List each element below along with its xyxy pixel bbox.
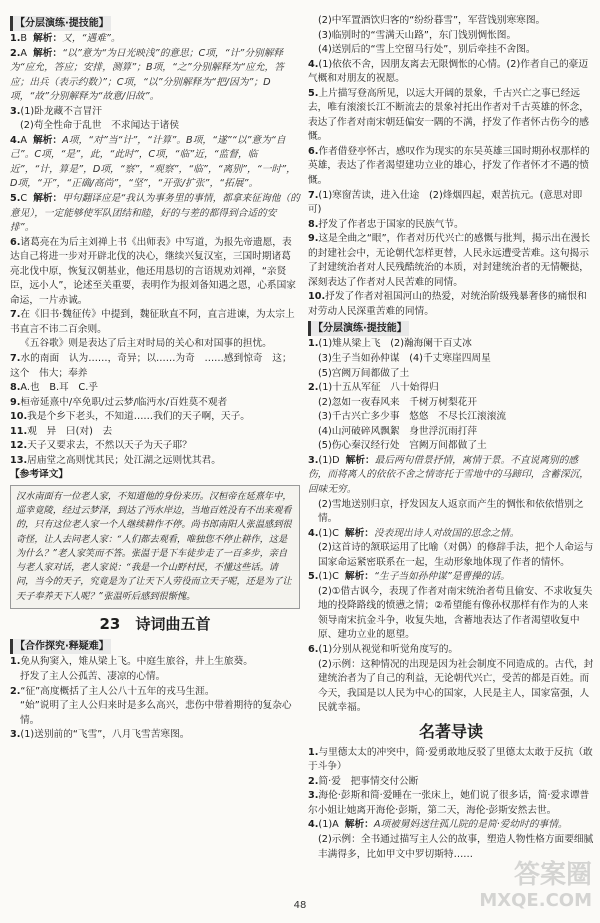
answer-number: 9.	[10, 396, 21, 408]
answer-text: 诸葛亮在为后主刘禅上书《出师表》中写道，为报先帝遗愿，表达自己将进一步对开辟北伐的决心，继续兴复汉室，三国时期诸葛亮北伐中原，恢复汉朝基业，他还用恳切的言语规劝刘禅，“亲贤臣，远小人”，论述至关重要，表明作为报刘备知遇之恩，心系国家命运，一片赤诚。	[10, 236, 296, 306]
answer-item	[308, 425, 594, 440]
answer-text: (2)这首诗的颔联运用了比喻（对偶）的修辞手法，把个人命运与国家命运紧密联系在一起，生动形象地体现了作者的情怀。	[318, 542, 594, 568]
answer-item	[308, 396, 594, 411]
analysis-label: 解析：	[33, 33, 63, 44]
answer-item	[308, 232, 594, 290]
translation-label: 【参考译文】	[10, 469, 69, 481]
analysis-text: 又，“遇难”。	[62, 33, 121, 44]
answer-item	[308, 775, 594, 790]
answer-item	[308, 218, 594, 233]
answer-text: (2)示例：全书通过描写主人公的故事，塑造人物性格方面要细腻丰满得多，比如甲文中罗切斯特……	[318, 833, 594, 860]
answer-number: 9.	[308, 233, 319, 245]
lesson-title	[10, 613, 300, 636]
answer-number: 7.	[10, 353, 21, 365]
answer-number: 6.	[308, 643, 319, 655]
answer-text: 上片描写登高所见，以远大开阔的景象，千古兴亡之事已经远去，唯有滚滚长江不断流去的景象衬托出作者对千古英雄的怀念，表达了作者对南宋朝廷偏安一隅的不满，抒发了作者怀古伤今的感慨。	[308, 87, 589, 143]
answer-number: 10.	[308, 291, 326, 303]
answer-number: 3.	[308, 790, 319, 802]
page-number: 48	[293, 900, 307, 911]
answer-text: 简·爱 把事情交付公断	[318, 775, 419, 787]
answer-item	[10, 396, 300, 411]
answer-text: (2)雪地送别归京，抒发因友人返京而产生的惆怅和依依惜别之情。	[318, 498, 584, 525]
answer-text: (1)C	[318, 527, 339, 539]
answer-number: 4.	[308, 527, 319, 539]
answer-list-left-2	[10, 655, 300, 742]
answer-item	[308, 498, 594, 527]
answer-text: 免从狗窦入，雉从梁上飞。中庭生旅谷，井上生旅葵。	[20, 656, 253, 668]
answer-item	[308, 410, 594, 425]
answer-list-right-3	[308, 746, 594, 862]
section-header-left-2: 【合作探究·释疑难】	[10, 639, 111, 654]
answer-item	[308, 570, 594, 585]
book-guide-title: 名著导读	[418, 721, 483, 741]
analysis-label: 解析：	[344, 527, 374, 539]
answer-item	[10, 410, 300, 425]
answer-number: 13.	[10, 454, 28, 466]
answer-item	[308, 818, 594, 833]
answer-text: 《五谷歌》则是表达了后主对时局的关心和对国事的担忧。	[20, 338, 272, 350]
answer-item	[308, 541, 594, 570]
answer-text: A.也 B.耳 C.乎	[20, 382, 98, 394]
analysis-label: 解析：	[33, 193, 63, 205]
answer-item	[10, 337, 300, 352]
answer-text: (2)忽如一夜春风来 千树万树梨花开	[318, 396, 478, 408]
answer-text: 抒发了作者对祖国河山的热爱，对统治阶级残暴奢侈的痛恨和对劳动人民深重苦难的同情。	[308, 291, 587, 317]
answer-item	[10, 105, 300, 120]
answer-number: 6.	[308, 145, 319, 157]
section-header-right: 【分层演练·提技能】	[308, 321, 409, 336]
section-header-left: 【分层演练·提技能】	[10, 16, 111, 31]
answer-item	[10, 32, 300, 47]
answer-text: (1)D	[318, 454, 340, 466]
answer-number: 7.	[10, 309, 21, 321]
answer-number: 5.	[308, 87, 319, 99]
answer-text: 作者借登亭怀古，感叹作为现实的东吴英雄三国时期孙权那样的英雄，表达了作者渴望建功立业的雄心，抒发了作者怀才不遇的愤慨。	[308, 145, 590, 187]
analysis-text: A项被舅妈送往孤儿院的是简·爱幼时的事情。	[373, 819, 568, 831]
analysis-text: 最后两句借景抒情，寓情于景。不直说离别的感伤，而将离人的依依不舍之情寄托于雪地中的马蹄印，含蓄深沉，回味无穷。	[308, 454, 589, 495]
answer-text: (1)C	[318, 571, 339, 583]
answer-item	[308, 643, 594, 658]
answer-number: 1.	[308, 746, 319, 758]
watermark-text-en: MXQE.COM	[479, 890, 592, 911]
answer-number: 2.	[308, 382, 319, 394]
answer-number: 2.	[308, 775, 319, 787]
answer-text: 居庙堂之高则忧其民；处江湖之远则忧其君。	[27, 454, 221, 466]
answer-item	[10, 655, 300, 670]
answer-item	[308, 189, 594, 218]
answer-number: 1.	[308, 338, 319, 350]
analysis-label: 解析：	[33, 47, 63, 59]
answer-item	[10, 670, 300, 685]
answer-number: 3.	[10, 105, 21, 117]
answer-text: C	[20, 193, 28, 205]
answer-list-right-2	[308, 337, 594, 715]
answer-text: (4)山河破碎风飘絮 身世浮沉雨打萍	[318, 425, 478, 437]
left-column	[10, 14, 300, 743]
answer-text: 天子又要求去，不然以天子为天子耶？	[27, 440, 192, 452]
answer-text: 在《旧书·魏征传》中提到，魏征耿直不阿，直言进谏，为太宗上书直言不讳二百余则。	[10, 309, 295, 335]
answer-text: B	[20, 33, 28, 44]
answer-number: 4.	[308, 819, 319, 831]
answer-number: 2.	[10, 685, 21, 697]
answer-text: (2)示例：这种情况的出现是因为社会制度不同造成的。古代，封建统治者为了自己的利益，无论朝代兴亡，受苦的都是百姓。而今天，我国是以人民为中心的国家，人民是主人，国家富强，人民就幸福。	[318, 658, 594, 714]
analysis-label: 解析：	[344, 571, 374, 583]
answer-text: A	[20, 134, 28, 146]
lesson-number: 23	[99, 614, 121, 633]
answer-number: 10.	[10, 411, 28, 423]
answer-item	[308, 87, 594, 145]
answer-number: 1.	[10, 656, 21, 668]
analysis-label: 解析：	[33, 134, 63, 146]
answer-number: 7.	[308, 189, 319, 201]
analysis-text: “生子当如孙仲谋”是曹操的话。	[373, 571, 510, 583]
answer-item	[308, 789, 594, 818]
answer-text: (1)十五从军征 八十始得归	[318, 382, 439, 394]
answer-text: (3)千古兴亡多少事 悠悠 不尽长江滚滚流	[318, 411, 507, 423]
answer-text: (1)依依不舍，因朋友离去无限惆怅的心情。(2)作者自己的豪迈气概和对朋友的祝愿。	[308, 58, 589, 85]
answer-text: 桓帝延熹中/卒免职/过云梦/临沔水/百姓莫不观者	[20, 396, 228, 408]
answer-item	[308, 43, 594, 58]
answer-number: 4.	[308, 58, 319, 70]
answer-item	[10, 308, 300, 337]
answer-item	[308, 454, 594, 498]
answer-text: (1)A	[318, 819, 339, 831]
answer-text: (1)分别从视觉和听觉角度写的。	[318, 643, 459, 655]
answer-number: 1.	[10, 33, 21, 44]
answer-text: 我是个乡下老头，不知道……我们的天子啊，天子。	[27, 411, 250, 423]
answer-number: 12.	[10, 440, 28, 452]
answer-text: (3)生子当如孙仲谋 (4)千丈寒崖四周星	[318, 353, 491, 365]
answer-item	[308, 337, 594, 352]
answer-number: 4.	[10, 134, 21, 146]
answer-item	[10, 699, 300, 728]
answer-number: 3.	[10, 729, 21, 741]
analysis-label: 解析：	[345, 454, 375, 466]
answer-item	[10, 381, 300, 396]
answer-item	[308, 145, 594, 189]
translation-box: 汉水南面有一位老人家，不知道他的身份来历。汉桓帝在延熹年中，巡幸竟陵，经过云梦泽，到达了沔水岸边，当地百姓没有不出来观看的，只有这位老人家一个人继续耕作不停。尚书郎南阳人张温感到很奇怪，让人去问老人家：“人们都去观看，唯独您不停止耕作，这是为什么？”老人家笑而不答。张温于是下车徒步走了一百多步，亲自与老人家对话，老人家说：“我是一个山野村民，不懂这些话。请问，当今的天子，究竟是为了让天下人劳役而立天子呢，还是为了让天子奉养天下人呢？”张温听后感到很惭愧。	[10, 485, 300, 609]
answer-item	[308, 746, 594, 775]
answer-list-left	[10, 32, 300, 468]
answer-item	[308, 352, 594, 367]
answer-text: (1)寒窗苦读，进入仕途 (2)烽烟四起，艰苦抗元。(意思对即可)	[308, 189, 583, 216]
answer-text: (2)苟全性命于乱世 不求闻达于诸侯	[20, 120, 180, 132]
answer-list-right	[308, 14, 594, 319]
right-column	[308, 14, 594, 862]
answer-item	[10, 119, 300, 134]
answer-item	[10, 192, 300, 236]
analysis-text: 甲句翻译应是“我认为事务里的事情，都拿来征询他（的意见），一定能够使军队团结和睦，好的与差的都得到合适的安排”。	[10, 193, 300, 234]
answer-text: “征”高度概括了主人公八十五年的戎马生涯。	[20, 685, 215, 697]
answer-text: (1)雉从梁上飞 (2)瀚海阑干百丈冰	[318, 338, 472, 350]
answer-number: 5.	[10, 193, 21, 205]
answer-item	[10, 425, 300, 440]
answer-text: 与里德太太的冲突中，简·爱勇敢地反驳了里德太太敢于反抗（敢于斗争）	[308, 746, 593, 773]
answer-item	[10, 47, 300, 105]
analysis-text: 没表现出诗人对故国的思念之情。	[373, 527, 520, 539]
answer-item	[308, 14, 594, 29]
answer-item	[308, 58, 594, 87]
answer-text: 海伦·彭斯和简·爱睡在一张床上，她们说了很多话，简·爱求谭普尔小姐让她离开海伦·彭斯，第二天，海伦·彭斯安然去世。	[308, 790, 590, 816]
answer-text: (1)送别前的“飞雪”，八月飞雪苦寒图。	[20, 729, 190, 741]
answer-text: 抒发了作者忠于国家的民族气节。	[318, 218, 464, 230]
answer-text: 观 异 曰(对) 去	[27, 425, 113, 437]
answer-item	[10, 439, 300, 454]
answer-number: 8.	[308, 218, 319, 230]
answer-item	[10, 728, 300, 743]
answer-text: (5)伤心秦汉经行处 宫阙万间都做了土	[318, 440, 487, 452]
answer-item	[308, 290, 594, 319]
answer-text: (2)①借古讽今，表现了作者对南宋统治者苟且偷安、不求收复失地的投降路线的愤懑之情；②希望能有像孙权那样有作为的人来领导南宋抗金斗争，收复失地，含蓄地表达了作者渴望收复中原、建功立业的愿望。	[318, 585, 593, 641]
answer-text: 水的南面 认为……，奇异；以……为奇 ……感到惊奇 这；这个 伟大；奉养	[10, 353, 292, 379]
answer-item	[10, 685, 300, 700]
answer-item	[308, 29, 594, 44]
answer-text: (2)中军置酒饮归客的“纷纷暮雪”，军营饯别寒寒图。	[318, 15, 546, 26]
answer-text: (5)宫阙万间都做了土	[318, 367, 410, 379]
lesson-name: 诗词曲五首	[135, 614, 211, 633]
answer-text: 这是全曲之“眼”，作者对历代兴亡的感慨与批判，揭示出在漫长的封建社会中，无论朝代怎样更替，人民永远遭受苦难。这句揭示了封建统治者对人民残酷统治的本质，对封建统治者的无情鞭挞，深刻表达了作者对人民苦难的同情。	[308, 233, 591, 288]
answer-item	[308, 585, 594, 643]
answer-number: 2.	[10, 47, 21, 59]
answer-text: (1)卧龙藏不言冒汗	[20, 105, 102, 117]
answer-number: 6.	[10, 236, 21, 248]
answer-item	[308, 527, 594, 542]
answer-item	[308, 658, 594, 716]
analysis-text: A项，“对”当“计”，“计算”。B项，“遂”“以”意为“自己”。C项，“是”，此，“此时”，C项，“临”近，“监督，临近”，“计，算是”，D项，“察”，“观察”，“临”，“离别”，“一时”，D项，“开”，“正确/高尚”，“坚”，“开张/扩张”，“拓展”。	[10, 134, 296, 190]
answer-text: “始”说明了主人公归来时是多么高兴，悲伤中带着期待的复杂心情。	[20, 700, 292, 726]
answer-item	[308, 439, 594, 454]
answer-text: A	[20, 47, 28, 59]
answer-text: 抒发了主人公孤苦、凄凉的心情。	[20, 671, 166, 682]
answer-text: (4)送别后的“雪上空留马行处”，别后牵挂不舍图。	[318, 44, 536, 56]
answer-number: 11.	[10, 425, 28, 437]
answer-number: 8.	[10, 382, 21, 394]
answer-text: (3)临别时的“雪满天山路”，东门饯别惆怅图。	[318, 29, 517, 41]
answer-item	[308, 367, 594, 382]
watermark-text-cn: 答案圈	[513, 860, 592, 890]
analysis-label: 解析：	[344, 819, 374, 831]
answer-item	[10, 134, 300, 192]
answer-item	[308, 381, 594, 396]
answer-item	[10, 454, 300, 469]
answer-number: 3.	[308, 454, 319, 466]
answer-item	[10, 352, 300, 381]
answer-item	[10, 236, 300, 309]
answer-number: 5.	[308, 571, 319, 583]
analysis-text: “以”意为“为日光映浅”的意思；C项，“计”分别解释为“应允，答应；安排，测算”；B项，“之”分别解释为“应允，答应；出兵（表示约数）”；C项，“以”分别解释为“把/因为”；D项，“故”分别解释为“故意/旧故”。	[10, 47, 284, 103]
answer-item	[308, 833, 594, 862]
